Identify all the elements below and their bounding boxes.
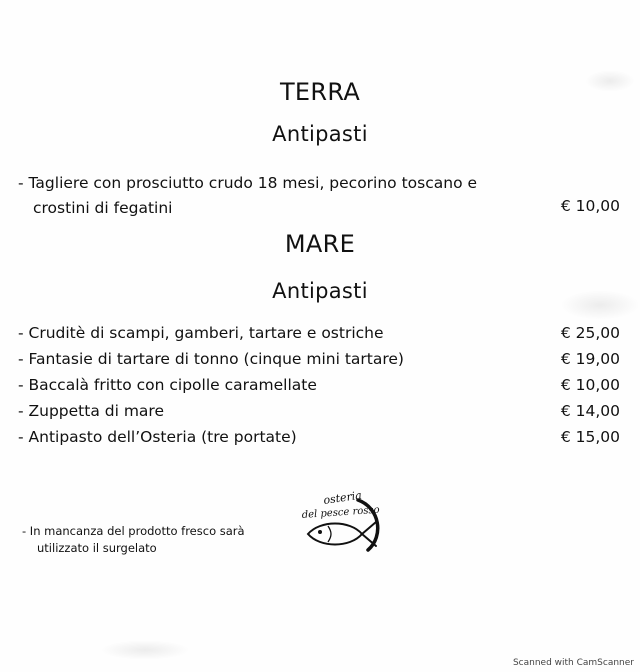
note-line2: utilizzato il surgelato [37, 541, 157, 555]
scan-smudge [100, 640, 190, 660]
mare-item-text: - Cruditè di scampi, gamberi, tartare e ostriche [18, 324, 384, 342]
terra-item-line1: - Tagliere con prosciutto crudo 18 mesi, pecorino toscano e [18, 174, 478, 192]
terra-item-line2: crostini di fegatini [33, 199, 173, 217]
terra-subtitle: Antipasti [272, 122, 368, 146]
mare-item-text: - Zuppetta di mare [18, 402, 164, 420]
logo-line1: osteria [322, 490, 363, 507]
mare-item-text: - Baccalà fritto con cipolle caramellate [18, 376, 317, 394]
mare-item-price: € 25,00 [560, 324, 620, 342]
scanner-watermark: Scanned with CamScanner [512, 658, 634, 668]
mare-item-text: - Antipasto dell’Osteria (tre portate) [18, 428, 297, 446]
note-line1: - In mancanza del prodotto fresco sarà [22, 524, 245, 538]
logo-line2: del pesce rosso [301, 504, 380, 521]
mare-title: MARE [284, 230, 356, 258]
mare-subtitle: Antipasti [272, 279, 368, 303]
fish-icon [298, 490, 386, 556]
mare-item-price: € 19,00 [560, 350, 620, 368]
mare-item-price: € 15,00 [560, 428, 620, 446]
mare-item-price: € 14,00 [560, 402, 620, 420]
terra-title: TERRA [279, 78, 361, 106]
mare-item-text: - Fantasie di tartare di tonno (cinque mini tartare) [18, 350, 404, 368]
terra-item-price: € 10,00 [560, 197, 620, 215]
mare-item-price: € 10,00 [560, 376, 620, 394]
osteria-logo [298, 490, 386, 556]
